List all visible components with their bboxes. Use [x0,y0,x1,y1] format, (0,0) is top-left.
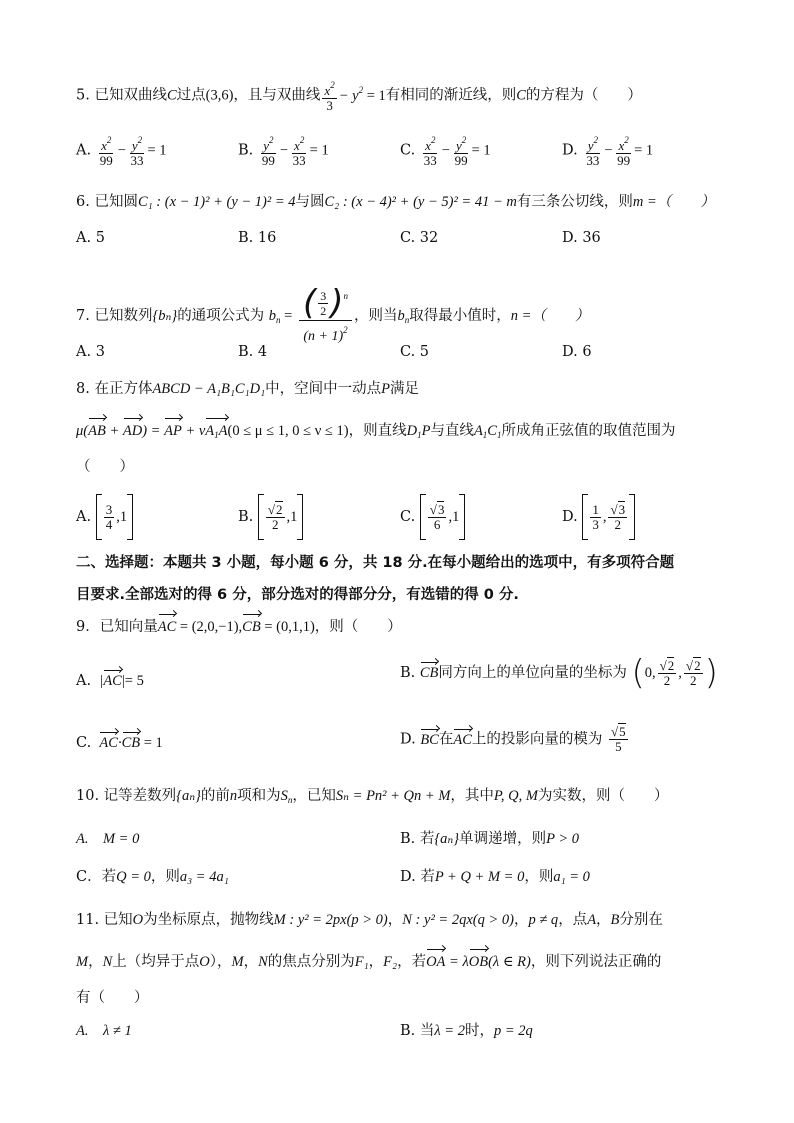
q8-text-e: 与直线 [430,423,474,439]
q8-vector-eq: μ(AB + AD) = AP + $\nu A_1A$ [76,423,228,439]
q7-text-c: ，则当 [354,308,398,324]
q5-b-frac2: $\frac{x^2}{33}$ [292,135,306,168]
q9-b-vec: CB [419,665,439,681]
q7-option-d: D. 6 [562,344,592,360]
q8-option-b: B. $\frac{√2}{2}$ ,1 [238,494,303,540]
q9-vec-cb: CB [242,619,261,635]
q11-l1-g: p ≠ q [528,912,559,928]
q5-c-frac1: $\frac{x^2}{33}$ [423,135,437,168]
q10-text-d: ，已知 [292,788,336,804]
q9-d-vec-ac: AC [453,731,472,748]
q11-vec-oa: OA [426,954,446,970]
q5-option-a-label: A. [76,142,92,159]
q11-l2-a: M [76,954,89,970]
q10-formula: Sₙ = Pn² + Qn + M [335,788,451,804]
q7-text-e: n =（ ） [510,308,590,324]
q6-circle-2: C₂ : (x − 4)² + (y − 5)² = 41 − m [324,194,517,210]
q10-stem [76,786,668,810]
q9-option-c [76,735,163,752]
q8-line-a1c1: $A_1C_1$ [473,423,502,440]
q11-stem-1 [76,910,663,930]
q11-option-b-d: p = 2q [493,1023,533,1039]
q5-d-frac1: $\frac{y^2}{33}$ [586,135,600,168]
q11-option-b [400,1019,533,1040]
q9-v2: = (0,1,1) [264,619,315,635]
q7-option-c: C. 5 [400,344,430,360]
q11-l2-o2: (λ ∈ R) [488,954,531,970]
q8-line-d1p: $D_1P$ [406,423,431,440]
q11-l2-f: M [231,954,244,970]
q7-formula: ( $\frac{3}{2}$ )$^n$ $(n + 1)^2$ [299,286,352,346]
q7-bn: $b_n$ = [268,308,293,325]
q10-option-d-b: P + Q + M = 0 [434,869,525,885]
q10-option-b-a: B. 若 [400,831,435,847]
q11-l2-n: = λ [449,954,469,970]
q7-text-d: 取得最小值时， [409,308,511,324]
q6-option-d: D. 36 [562,230,601,246]
q7-bn2: $b_n$ [397,308,410,325]
q8-option-a: A. $\frac{3}{4}$ ,1 [76,494,133,540]
q11-l2-c: N [102,954,113,970]
q11-stem-2 [76,952,661,972]
q9-text-a: 9．已知向量 [76,619,158,635]
q11-l2-d: 上（均异于点 [112,954,200,970]
q5-option-d: D. $\frac{y^2}{33}$ − $\frac{x^2}{99}$ = 1 [562,135,654,168]
q11-l2-p: ，则下列说法正确的 [530,954,662,970]
q10-option-c-a: C．若 [76,869,117,885]
q6-text-c: 有三条公切线，则 [516,194,633,210]
q11-o: O [132,912,144,928]
q8-text-b: 中，空间中一动点 [265,381,382,397]
q6-text-b: 与圆 [295,194,325,210]
q9-c-expr: AC·CB [99,735,141,751]
q8-option-c: C. $\frac{√3}{6}$ ,1 [400,494,465,540]
q8-text-f: 所成角正弦值的取值范围为 [501,423,676,439]
q7-text-a: 7. 已知数列 [76,308,153,324]
q11-l1-a: 11. 已知 [76,912,133,928]
q9-option-d: D. BC在AC上的投影向量的模为 $\frac{√5}{5}$ [400,724,626,754]
q11-l2-l: F₂ [383,954,398,970]
q9-text-b: ，则（ ） [314,619,402,635]
q8-cond: (0 ≤ μ ≤ 1, 0 ≤ ν ≤ 1) [227,423,349,439]
q5-option-b: B. $\frac{y^2}{99}$ − $\frac{x^2}{33}$ = 1 [238,135,329,168]
q9-option-c-tail: = 1 [143,735,163,751]
q9-v1: = (2,0,−1), [179,619,243,635]
q11-l1-e: N : y² = 2qx(q > 0) [402,912,514,928]
q11-stem-3: 有（ ） [76,990,149,1006]
q8-option-c-label: C. [400,509,416,525]
q10-text-a: 10. 记等差数列 [76,788,177,804]
q9-d-vec-bc: BC [420,731,439,748]
q5-text-e: 的方程为（ ） [525,87,642,104]
q8-option-d-label: D. [562,509,578,525]
q11-l1-f: ， [513,912,529,928]
q10-option-d-d: a₁ = 0 [553,869,590,885]
section-2-line-1: 二、选择题：本题共 3 小题，每小题 6 分，共 18 分.在每小题给出的选项中，有多项符合题 [76,555,675,571]
q10-option-a [76,827,139,848]
q9-option-d-text-b: 上的投影向量的模为 [471,731,603,748]
q11-l2-g: ， [243,954,259,970]
q9-stem [76,617,402,637]
q11-l1-j: 分别在 [619,912,663,928]
q8-text-d: ，则直线 [348,423,407,439]
q10-n: n [229,788,238,804]
q6-text-a: 6. 已知圆 [76,194,138,210]
q11-l2-e: ）， [209,954,232,970]
q11-option-a [76,1019,132,1040]
q5-option-a: A. $\frac{x^2}{99}$ − $\frac{y^2}{33}$ = 1 [76,135,167,168]
q10-option-b-b: 单调递增，则 [459,831,547,847]
q11-l2-i: 的焦点分别为 [267,954,355,970]
q11-option-b-a: B. 当 [400,1023,435,1039]
q5-option-c: C. $\frac{x^2}{33}$ − $\frac{y^2}{99}$ = 1 [400,135,491,168]
q9-option-a-label: A. [76,673,92,689]
q5-eq: − $y^2 = 1$ [338,84,386,104]
section-2-line-2: 目要求.全部选对的得 6 分，部分选对的得部分分，有选错的得 0 分. [76,587,519,603]
q9-a-expr: |AC [95,673,122,689]
q9-option-d-label: D. [400,731,416,748]
q10-option-d-a: D. 若 [400,869,435,885]
q8-text-c: 满足 [389,381,419,397]
q9-option-b-text: 同方向上的单位向量的坐标为 [438,665,627,681]
q11-option-a-text: A. λ ≠ 1 [76,1023,132,1039]
q5-point: (3,6) [205,87,234,104]
q10-seq: {aₙ} [176,788,201,804]
q10-option-d [400,865,590,886]
q7-option-a: A. 3 [76,344,105,360]
q10-text-f: 为实数，则（ ） [537,788,669,804]
q5-option-d-label: D. [562,142,578,159]
q8-text-a: 8. 在正方体 [76,381,153,397]
q9-option-b-label: B. [400,665,416,681]
q10-option-c-d: a₃ = 4a₁ [179,869,229,885]
q6-option-c: C. 32 [400,230,439,246]
q11-vec-ob: OB [468,954,489,970]
q11-l2-k: ， [368,954,384,970]
q10-vars: P, Q, M [493,788,538,804]
q5-option-b-label: B. [238,142,254,159]
q6-circle-1: C₁ : (x − 1)² + (y − 1)² = 4 [137,194,296,210]
q11-option-b-c: 时， [464,1023,494,1039]
q11-l1-b: 为坐标原点，抛物线 [143,912,274,928]
q5-text-c: ，且与双曲线 [233,87,321,104]
q5-a-frac2: $\frac{y^2}{33}$ [130,135,144,168]
q9-option-a-tail: |= 5 [121,673,144,689]
q6-option-a: A. 5 [76,230,105,246]
q5-text-a: 5. 已知双曲线 [76,87,167,104]
q10-option-d-c: ，则 [524,869,554,885]
q10-option-b-seq: {aₙ} [434,831,460,847]
q5-option-c-label: C. [400,142,416,159]
q7-stem [76,283,590,346]
q6-stem [76,192,715,212]
q9-vec-ac: AC [157,619,177,635]
q11-l2-o: O [199,954,210,970]
q10-text-b: 的前 [200,788,230,804]
q8-cube: ABCD − A₁B₁C₁D₁ [152,381,266,397]
q11-l1-c: M : y² = 2px(p > 0) [273,912,388,928]
q9-option-a [76,673,144,690]
q10-option-b-c: P > 0 [546,831,579,847]
q10-option-b [400,827,579,848]
q5-var-c: C [166,87,177,104]
q9-option-d-text-a: 在 [438,731,454,748]
q5-text-d: 有相同的渐近线，则 [385,87,517,104]
q11-point-a: A [587,912,597,928]
q11-l2-b: ， [88,954,103,970]
q5-stem [76,78,642,113]
q8-option-a-label: A. [76,509,92,525]
q10-text-c: 项和为 [237,788,281,804]
q9-option-c-label: C. [76,735,92,751]
q8-point-p: P [381,381,390,397]
q10-sn: $S_n$ [280,788,293,805]
q6-option-b: B. 16 [238,230,277,246]
q11-l2-j: F₁ [354,954,369,970]
q10-option-c-c: ，则 [150,869,180,885]
q8-stem-2 [76,421,675,445]
q8-option-b-label: B. [238,509,254,525]
q11-option-b-b: λ = 2 [434,1023,465,1039]
q10-option-c-b: Q = 0 [116,869,151,885]
q11-l2-h: N [258,954,268,970]
q11-point-b: B [610,912,620,928]
q6-text-d: m =（ ） [632,194,715,210]
q5-text-b: 过点 [176,87,206,104]
q8-stem-1 [76,379,419,399]
q7-text-b: 的通项公式为 [177,308,265,324]
q5-var-c2: C [516,87,526,104]
q10-option-a-text: A. M = 0 [76,831,140,847]
q8-option-d: D. $\frac{1}{3}$ , $\frac{√3}{2}$ [562,494,635,540]
q5-d-frac2: $\frac{x^2}{99}$ [617,135,631,168]
q7-option-b: B. 4 [238,344,268,360]
q11-l1-i: ， [596,912,611,928]
q7-seq: {bₙ} [152,308,178,324]
q11-l1-h: ，点 [558,912,588,928]
q10-text-e: ，其中 [450,788,494,804]
q9-option-b: B. CB同方向上的单位向量的坐标为 (0, $\frac{√2}{2}$ , $\frac{√2}{2}$ ) [400,653,718,693]
q10-option-c [76,865,229,886]
q11-l1-d: ， [387,912,403,928]
q5-a-frac1: $\frac{x^2}{99}$ [99,135,113,168]
q5-c-frac2: $\frac{y^2}{99}$ [454,135,468,168]
q11-l2-m: ，若 [397,954,427,970]
q5-b-frac1: $\frac{y^2}{99}$ [261,135,275,168]
q8-paren: （ ） [76,459,134,475]
q5-fraction: $\frac{x^2}{3}$ [324,80,335,113]
